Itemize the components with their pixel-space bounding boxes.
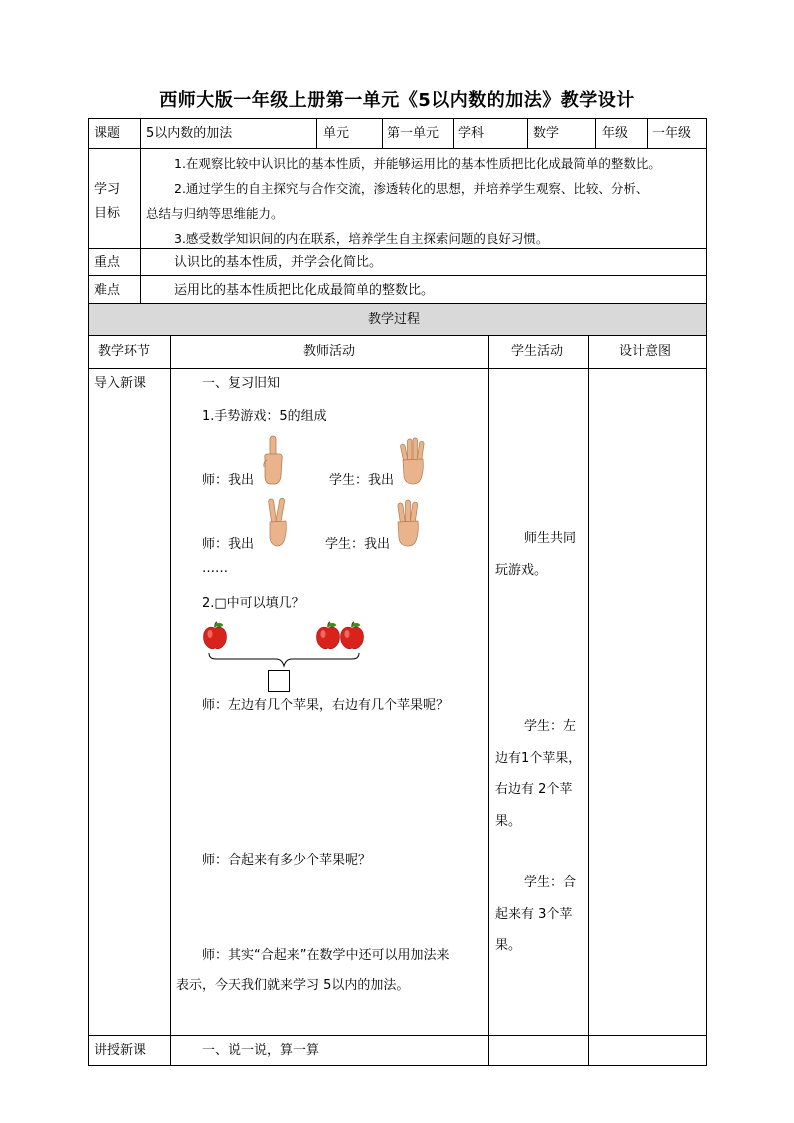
teacher-question-apples: 师：左边有几个苹果，右边有几个苹果呢？ [202, 698, 450, 713]
three-finger-hand-icon [395, 500, 421, 548]
student-line: 学生：我出 [325, 537, 391, 552]
stage-label-intro: 导入新课 [94, 376, 147, 391]
game-title: 1.手势游戏：5的组成 [202, 409, 327, 424]
stage-label-new-lesson: 讲授新课 [94, 1043, 147, 1058]
student-line: 学生：我出 [329, 473, 395, 488]
fill-question: 2.□中可以填几？ [202, 596, 305, 611]
apple-icon [315, 622, 341, 650]
difficult-point-text: 运用比的基本性质把比化成最简单的整数比。 [174, 283, 435, 298]
unit-value: 第一单元 [387, 126, 440, 141]
teacher-question-total: 师：合起来有多少个苹果呢？ [202, 853, 372, 868]
goal-item: 总结与归纳等思维能力。 [146, 206, 284, 221]
process-heading: 教学过程 [368, 312, 421, 327]
answer-box [268, 670, 290, 692]
student-activity: 果。 [495, 938, 522, 953]
teacher-line: 师：我出 [202, 537, 255, 552]
teacher-explain: 表示，今天我们就来学习 5以内的加法。 [176, 978, 410, 993]
goals-label: 目标 [94, 206, 121, 221]
student-activity: 学生：左 [524, 719, 577, 734]
key-point-text: 认识比的基本性质，并学会化简比。 [174, 255, 383, 270]
goal-item: 1.在观察比较中认识比的基本性质，并能够运用比的基本性质把比化成最简单的整数比。 [174, 156, 661, 171]
ellipsis: …… [202, 561, 228, 576]
grade-value: 一年级 [652, 126, 692, 141]
topic-label: 课题 [94, 126, 121, 141]
brace-icon [208, 652, 360, 668]
column-header: 设计意图 [619, 344, 672, 359]
student-activity: 果。 [495, 814, 522, 829]
goals-label: 学习 [94, 182, 121, 197]
difficult-point-label: 难点 [94, 283, 121, 298]
apple-icon [339, 622, 365, 650]
unit-label: 单元 [323, 126, 350, 141]
document-title: 西师大版一年级上册第一单元《5以内数的加法》教学设计 [159, 90, 635, 111]
topic-value: 5以内数的加法 [146, 126, 233, 141]
teacher-explain: 师：其实“合起来”在数学中还可以用加法来 [202, 948, 450, 963]
goal-item: 3.感受数学知识间的内在联系，培养学生自主探索问题的良好习惯。 [174, 231, 549, 246]
two-finger-hand-icon [266, 498, 290, 548]
goal-item: 2.通过学生的自主探究与合作交流，渗透转化的思想，并培养学生观察、比较、分析、 [174, 181, 649, 196]
new-lesson-heading: 一、说一说，算一算 [202, 1043, 320, 1058]
student-activity: 边有1个苹果， [495, 751, 582, 766]
student-activity: 学生：合 [524, 875, 577, 890]
student-activity: 起来有 3个苹 [495, 907, 573, 922]
subject-label: 学科 [458, 126, 485, 141]
review-heading: 一、复习旧知 [202, 376, 281, 391]
one-finger-hand-icon [262, 436, 284, 486]
grade-label: 年级 [602, 126, 629, 141]
column-header: 学生活动 [511, 344, 564, 359]
column-header: 教学环节 [98, 344, 151, 359]
subject-value: 数学 [533, 126, 560, 141]
student-activity: 玩游戏。 [495, 563, 548, 578]
four-finger-hand-icon [400, 438, 426, 486]
teacher-line: 师：我出 [202, 473, 255, 488]
column-header: 教师活动 [303, 344, 356, 359]
student-activity: 右边有 2个苹 [495, 782, 573, 797]
student-activity: 师生共同 [524, 531, 577, 546]
apple-icon [202, 622, 228, 650]
key-point-label: 重点 [94, 255, 121, 270]
